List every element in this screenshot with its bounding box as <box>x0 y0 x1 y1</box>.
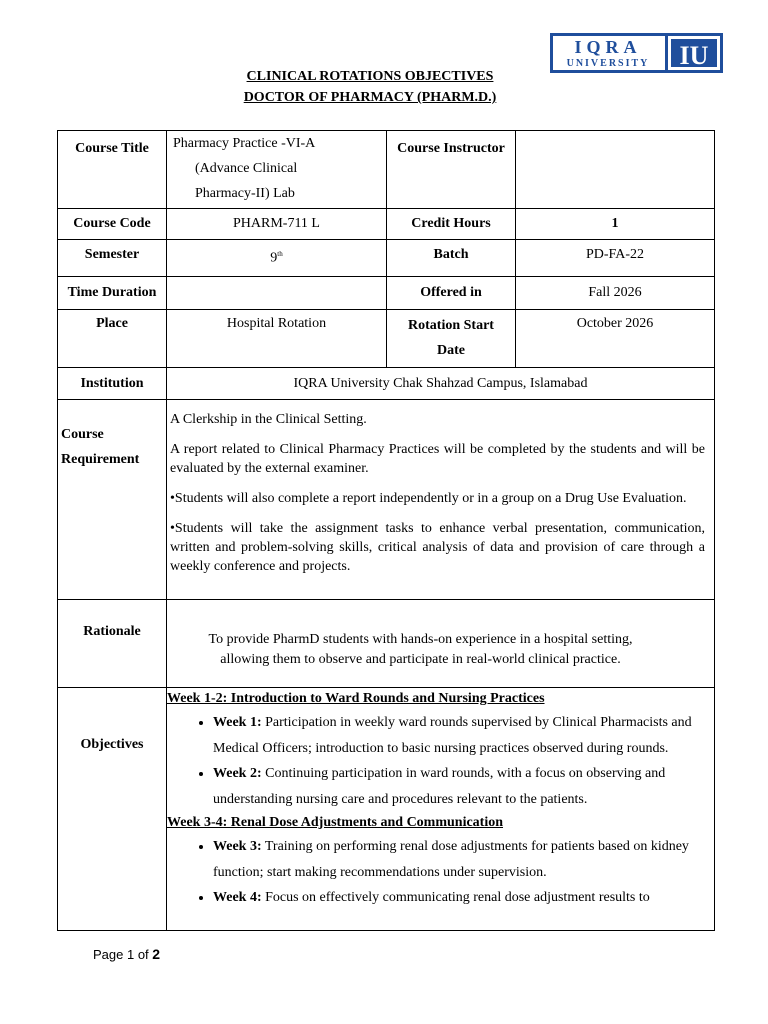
course-requirement-label <box>58 400 166 472</box>
row-rationale <box>58 600 715 688</box>
page-number-total: 2 <box>152 946 161 962</box>
semester-number: 9 <box>270 250 278 266</box>
course-title-line3: Pharmacy-II) Lab <box>195 186 295 201</box>
course-instructor-label: Course Instructor <box>397 141 505 156</box>
course-title-line2: (Advance Clinical <box>195 161 298 176</box>
row-institution <box>58 368 715 400</box>
rotation-start-label-line1: Rotation Start <box>408 318 494 333</box>
offered-in-value: Fall 2026 <box>588 285 642 300</box>
objective-week-label: Week 1: <box>213 715 262 730</box>
semester-suffix: th <box>277 250 283 258</box>
objectives-content <box>167 688 714 911</box>
rationale-line1: To provide PharmD students with hands-on experience in a hospital setting, <box>208 632 633 647</box>
objective-week-label: Week 2: <box>213 766 262 781</box>
semester-value <box>167 240 386 267</box>
course-requirement-label-line1: Course <box>61 427 104 442</box>
course-title-line1: Pharmacy Practice -VI-A <box>173 136 316 151</box>
course-code-label: Course Code <box>73 216 151 231</box>
course-code-value: PHARM-711 L <box>233 216 320 231</box>
row-course-code <box>58 209 715 240</box>
row-objectives <box>58 688 715 931</box>
row-semester <box>58 240 715 277</box>
row-course-requirement <box>58 400 715 600</box>
logo-mark-text: IU <box>679 41 709 70</box>
institution-value: IQRA University Chak Shahzad Campus, Islamabad <box>293 375 588 391</box>
iqra-university-logo <box>550 33 723 73</box>
page-number-prefix: Page 1 of <box>93 947 149 962</box>
rotation-start-value: October 2026 <box>576 316 654 331</box>
objective-text: Training on performing renal dose adjustments for patients based on kidney function; start making recommendations under supervision. <box>213 839 689 880</box>
logo-top-text: IQRA <box>574 37 642 57</box>
requirement-item: •Students will also complete a report independently or in a group on a Drug Use Evaluation. <box>170 491 687 506</box>
row-course-title <box>58 131 715 209</box>
offered-in-label: Offered in <box>420 285 482 300</box>
objective-text: Participation in weekly ward rounds supervised by Clinical Pharmacists and Medical Officers; introduction to basic nursing practices observed during rounds. <box>213 715 692 756</box>
semester-label: Semester <box>84 247 140 262</box>
objective-list <box>167 710 714 812</box>
document-title-line2: DOCTOR OF PHARMACY (PHARM.D.) <box>243 90 497 105</box>
place-value: Hospital Rotation <box>226 316 327 331</box>
rotation-start-label <box>387 310 515 363</box>
objectives-label: Objectives <box>80 737 144 752</box>
course-requirement-label-line2: Requirement <box>61 452 140 467</box>
course-title-label: Course Title <box>75 141 149 156</box>
course-info-table <box>57 130 715 931</box>
batch-label: Batch <box>433 247 469 262</box>
document-title-line1: CLINICAL ROTATIONS OBJECTIVES <box>246 69 494 84</box>
course-requirement-list <box>167 400 714 576</box>
page-number <box>93 946 160 962</box>
objective-week-label: Week 3: <box>213 839 262 854</box>
objective-week-label: Week 4: <box>213 890 262 905</box>
objective-item <box>213 834 714 885</box>
rationale-line2: allowing them to observe and participate in real-world clinical practice. <box>220 652 621 667</box>
row-place <box>58 310 715 368</box>
place-label: Place <box>96 316 128 331</box>
rationale-label: Rationale <box>83 624 141 639</box>
requirement-item: A Clerkship in the Clinical Setting. <box>170 412 367 427</box>
objective-text: Focus on effectively communicating renal dose adjustment results to <box>261 890 650 905</box>
credit-hours-value: 1 <box>611 216 619 231</box>
objective-week-heading: Week 3-4: Renal Dose Adjustments and Communication <box>167 815 504 830</box>
objective-week-heading: Week 1-2: Introduction to Ward Rounds and Nursing Practices <box>167 691 545 706</box>
rotation-start-label-line2: Date <box>437 343 465 358</box>
objective-item <box>213 710 714 761</box>
course-title-value <box>167 131 386 206</box>
objective-list <box>167 834 714 911</box>
institution-label: Institution <box>80 375 144 391</box>
rationale-value <box>167 600 714 670</box>
objective-text: Continuing participation in ward rounds, with a focus on observing and understanding nursing care and procedures relevant to the patients. <box>213 766 666 807</box>
objective-item <box>213 761 714 812</box>
logo-bottom-text: UNIVERSITY <box>566 58 650 69</box>
credit-hours-label: Credit Hours <box>411 216 491 231</box>
row-time-duration <box>58 277 715 310</box>
requirement-item: A report related to Clinical Pharmacy Practices will be completed by the students and will be evaluated by the external examiner. <box>170 442 705 476</box>
objective-item <box>213 885 714 911</box>
requirement-item: •Students will take the assignment tasks to enhance verbal presentation, communication, written and problem-solving skills, critical analysis of data and provision of care through a weekly conference and projects. <box>170 521 705 574</box>
time-duration-label: Time Duration <box>67 285 157 300</box>
batch-value: PD-FA-22 <box>585 247 645 262</box>
